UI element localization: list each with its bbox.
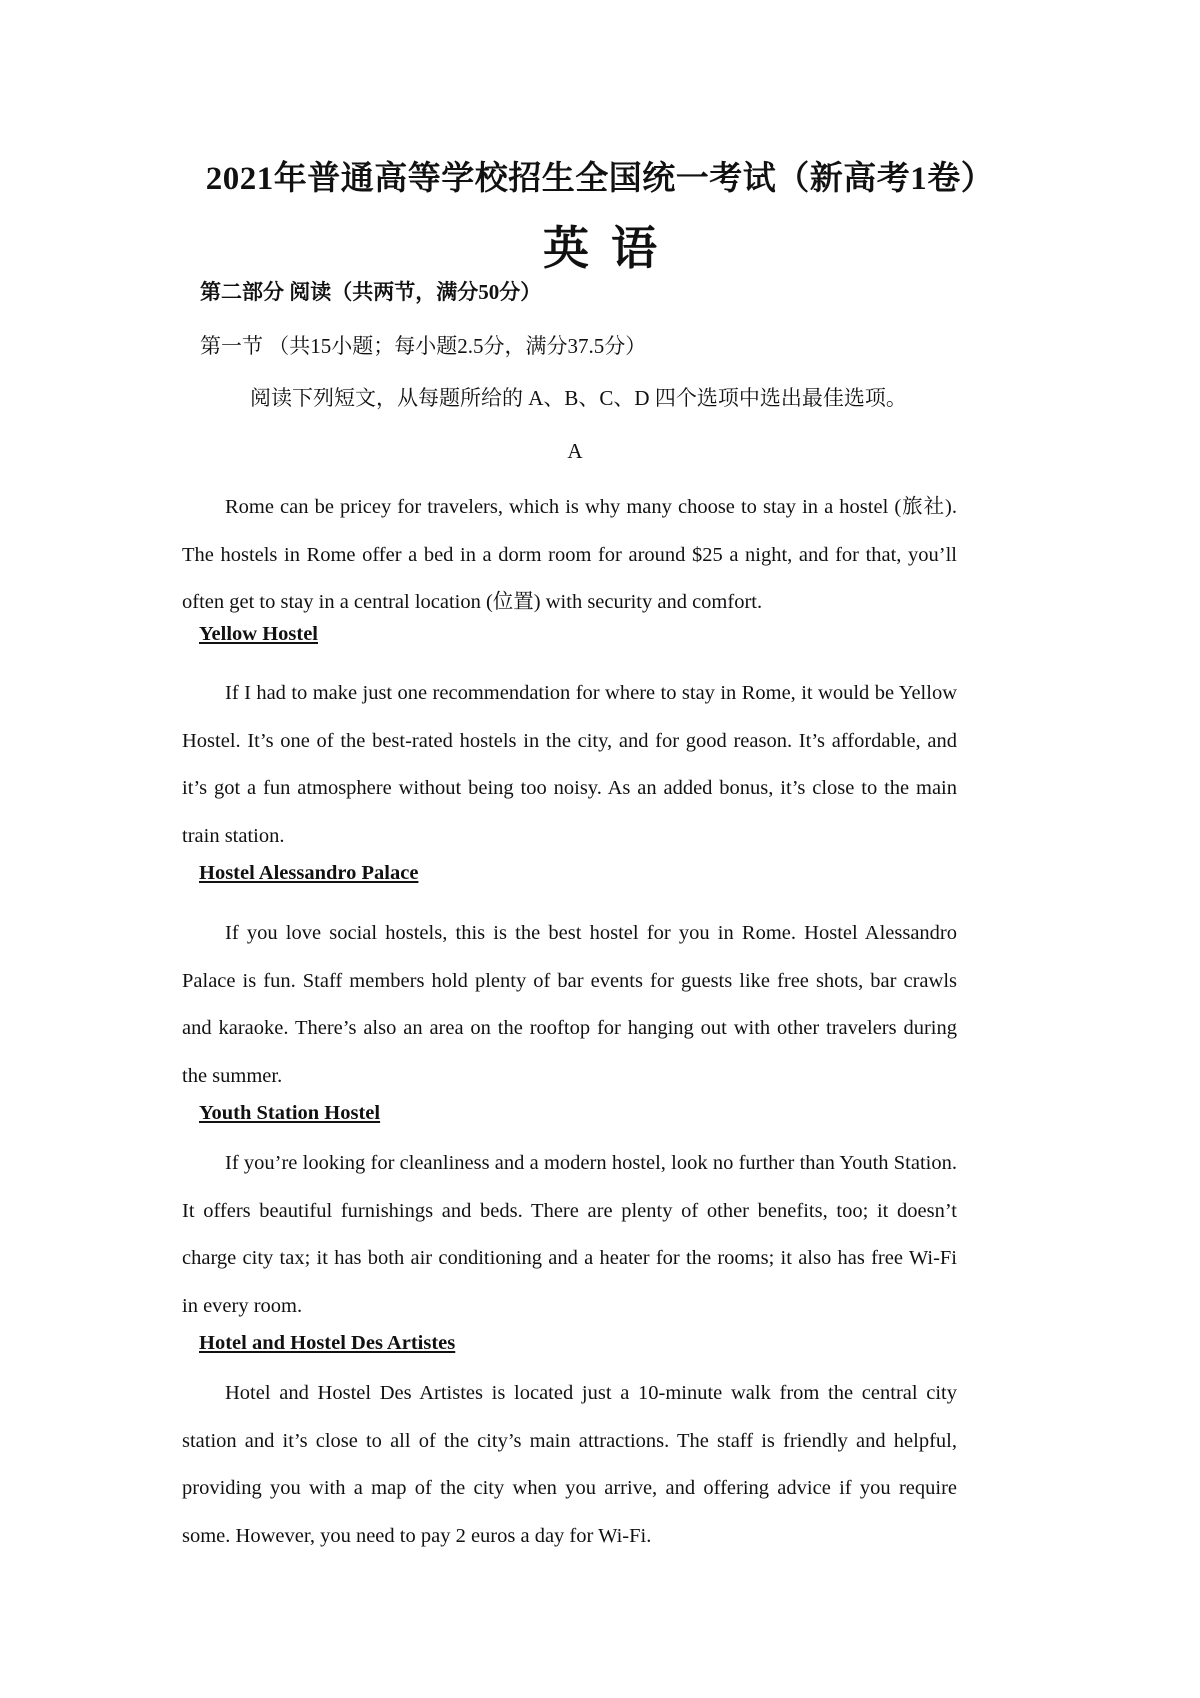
hostel-name-alessandro: Hostel Alessandro Palace xyxy=(199,862,419,884)
part-heading: 第二部分 阅读（共两节，满分50分） xyxy=(200,280,542,304)
hostel-text-des-artistes: Hotel and Hostel Des Artistes is located just a 10-minute walk from the central city station and it’s close to all of the city’s main attractions. The staff is friendly and helpful, providing you with a map of the city when you arrive, and offering advice if you require some. However, you need to pay 2 euros a day for Wi-Fi. xyxy=(182,1382,957,1547)
subject-title: 英语 xyxy=(543,223,679,274)
passage-letter: A xyxy=(567,439,583,463)
section-heading: 第一节 （共15小题；每小题2.5分，满分37.5分） xyxy=(200,334,647,358)
hostel-name-yellow: Yellow Hostel xyxy=(199,623,318,645)
hostel-text-yellow: If I had to make just one recommendation for where to stay in Rome, it would be Yellow Hostel. It’s one of the best-rated hostels in the city, and for good reason. It’s affordable, and it’s got a fun atmosphere without being too noisy. As an added bonus, it’s close to the main train station. xyxy=(182,682,957,847)
exam-title: 2021年普通高等学校招生全国统一考试（新高考1卷） xyxy=(205,161,995,197)
reading-instruction: 阅读下列短文，从每题所给的 A、B、C、D 四个选项中选出最佳选项。 xyxy=(250,386,907,410)
hostel-text-youth-station: If you’re looking for cleanliness and a modern hostel, look no further than Youth Station. It offers beautiful furnishings and beds. There are plenty of other benefits, too; it doesn’t charge city tax; it has both air conditioning and a heater for the rooms; it also has free Wi-Fi in every room. xyxy=(182,1152,957,1317)
hostel-name-des-artistes: Hotel and Hostel Des Artistes xyxy=(199,1332,456,1354)
hostel-name-youth-station: Youth Station Hostel xyxy=(199,1102,381,1124)
passage-intro: Rome can be pricey for travelers, which is why many choose to stay in a hostel (旅社). The hostels in Rome offer a bed in a dorm room for around $25 a night, and for that, you’ll often get to stay in a central location (位置) with security and comfort. xyxy=(182,496,957,613)
hostel-text-alessandro: If you love social hostels, this is the best hostel for you in Rome. Hostel Alessandro Palace is fun. Staff members hold plenty of bar events for guests like free shots, bar crawls and karaoke. There’s also an area on the rooftop for hanging out with other travelers during the summer. xyxy=(182,922,957,1087)
